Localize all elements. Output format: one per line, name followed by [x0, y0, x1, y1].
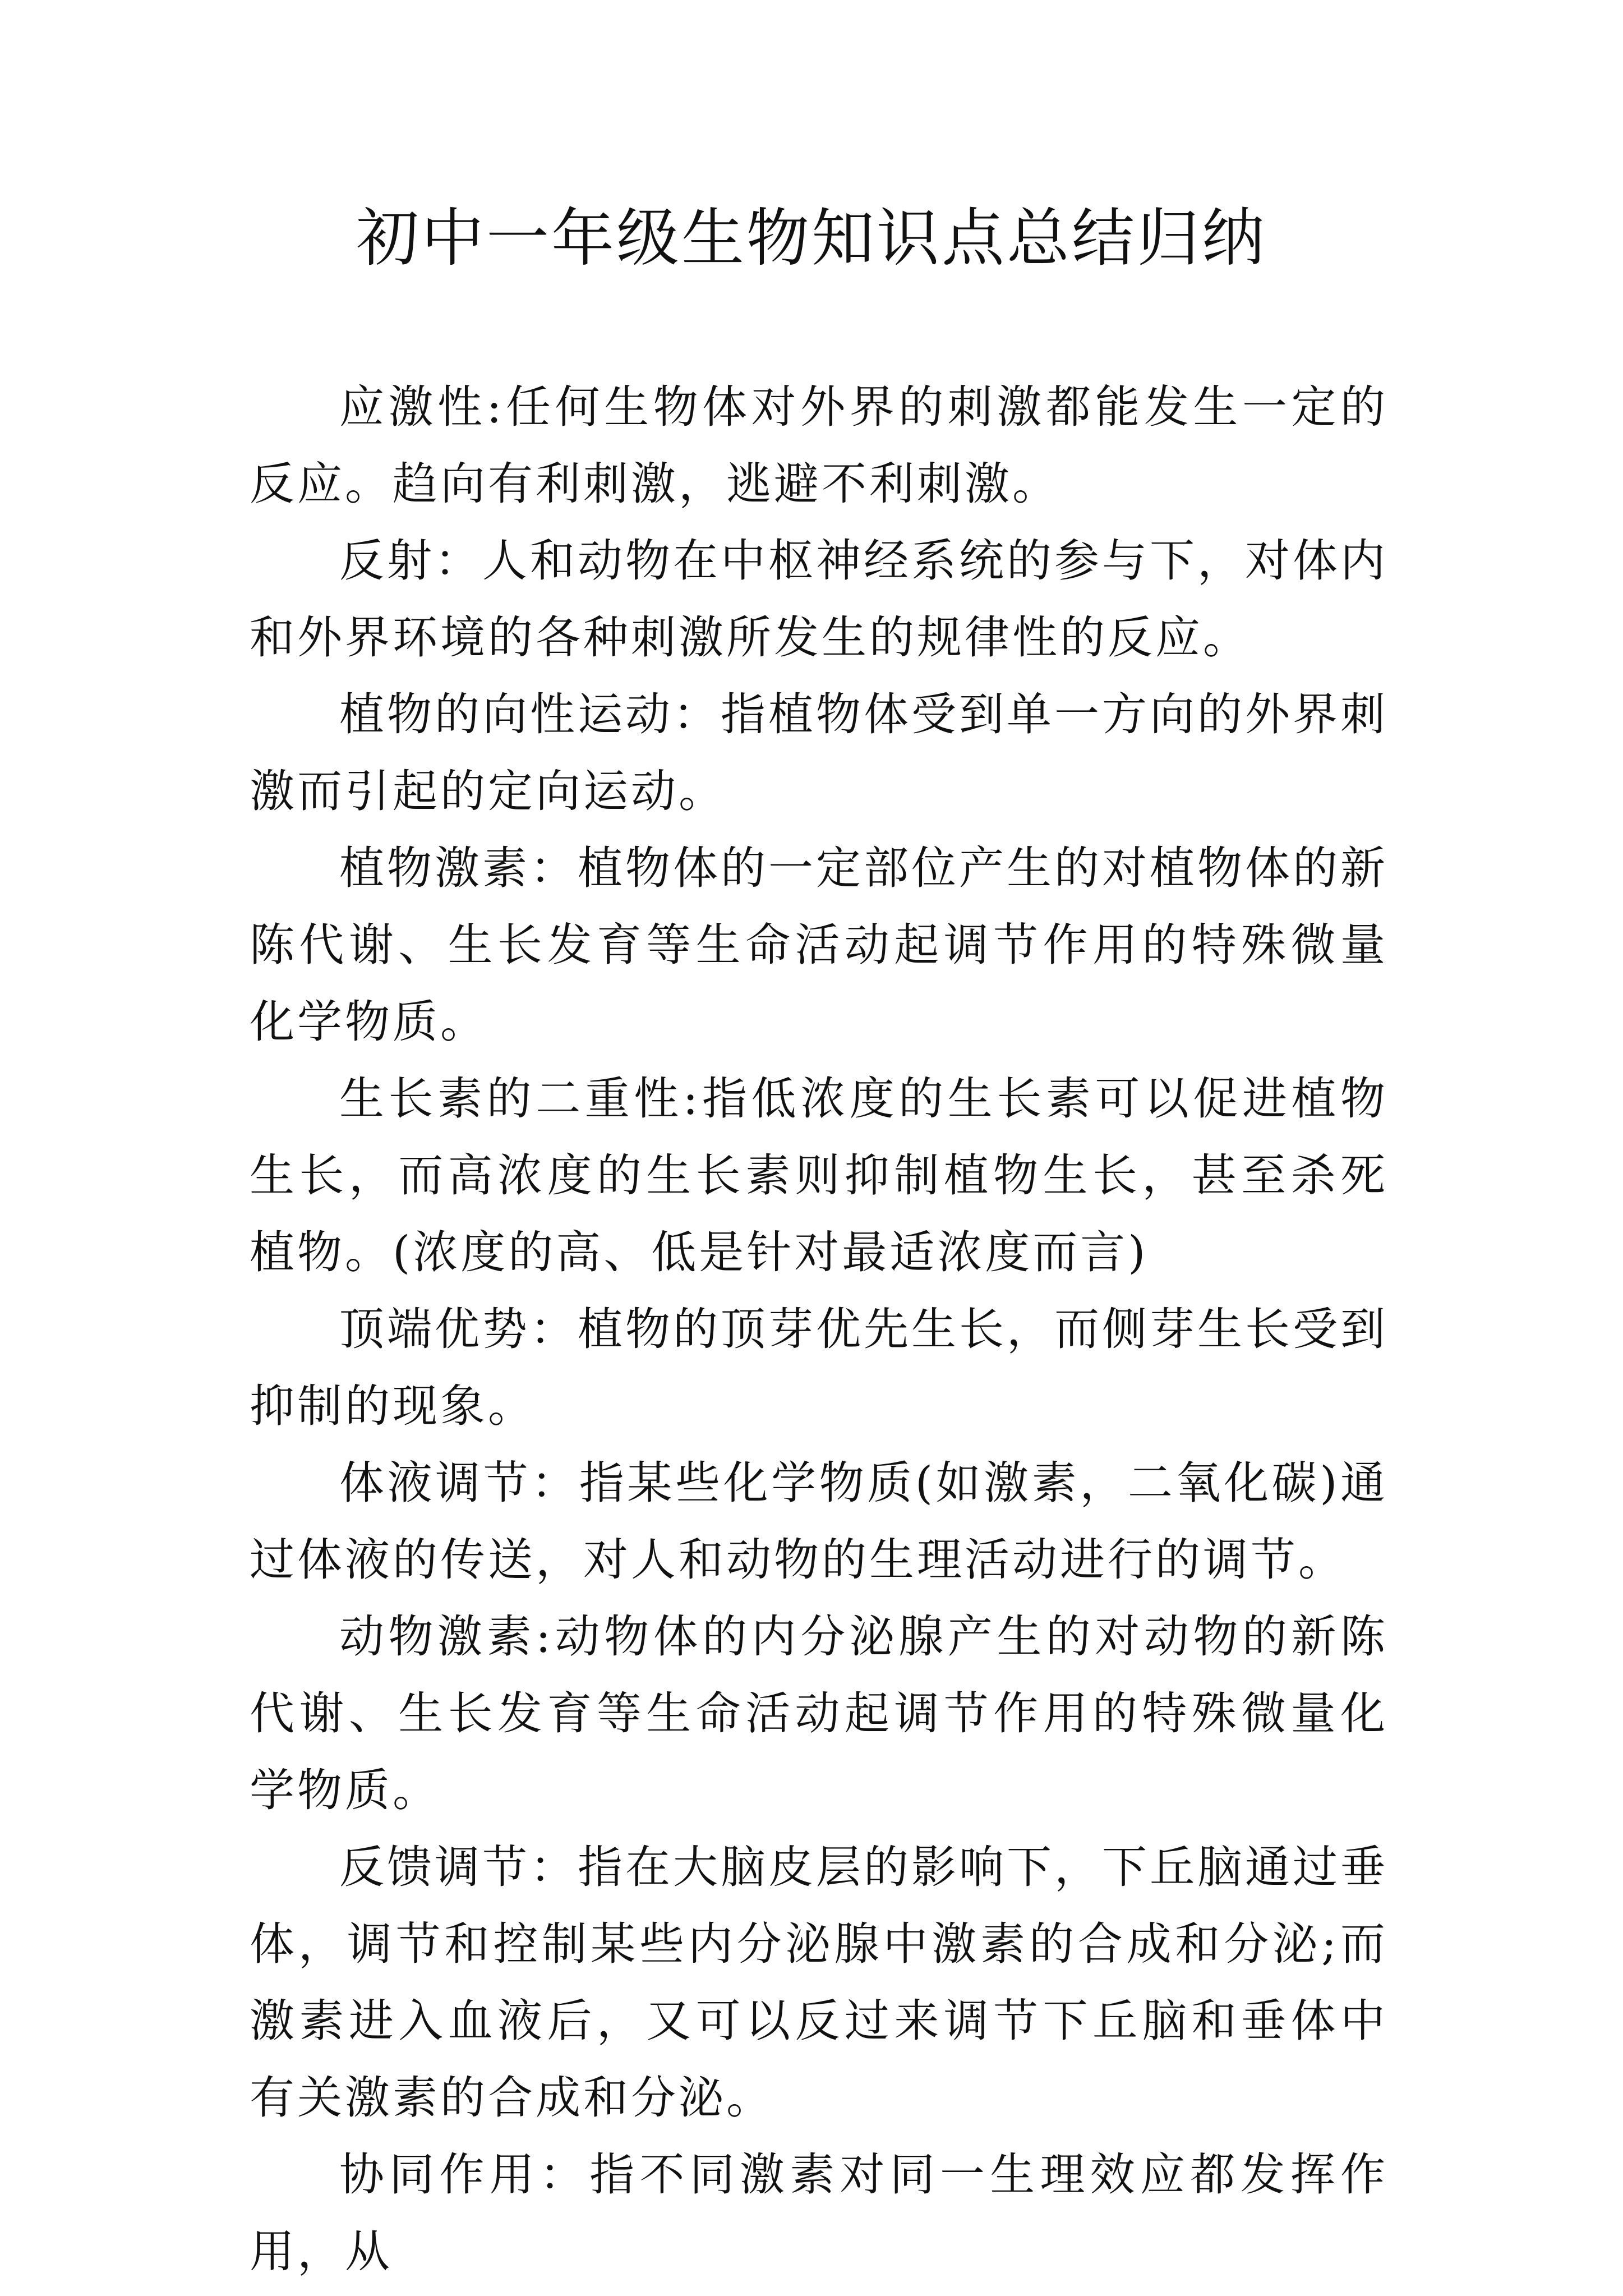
paragraph-reflex: 反射：人和动物在中枢神经系统的参与下，对体内和外界环境的各种刺激所发生的规律性的反应。	[250, 535, 1388, 664]
paragraph-plant-tropism: 植物的向性运动：指植物体受到单一方向的外界刺激而引起的定向运动。	[250, 688, 1388, 817]
paragraph-auxin-duality: 生长素的二重性:指低浓度的生长素可以促进植物生长，而高浓度的生长素则抑制植物生长，甚至杀死植物。(浓度的高、低是针对最适浓度而言)	[250, 1073, 1388, 1278]
paragraph-apical-dominance: 顶端优势：植物的顶芽优先生长，而侧芽生长受到抑制的现象。	[250, 1303, 1388, 1432]
paragraph-animal-hormone: 动物激素:动物体的内分泌腺产生的对动物的新陈代谢、生长发育等生命活动起调节作用的特殊微量化学物质。	[250, 1611, 1388, 1816]
paragraph-humoral-regulation: 体液调节：指某些化学物质(如激素，二氧化碳)通过体液的传送，对人和动物的生理活动进行的调节。	[250, 1457, 1388, 1586]
document-body	[250, 369, 1388, 2290]
paragraph-feedback-regulation: 反馈调节：指在大脑皮层的影响下，下丘脑通过垂体，调节和控制某些内分泌腺中激素的合成和分泌;而激素进入血液后，又可以反过来调节下丘脑和垂体中有关激素的合成和分泌。	[250, 1841, 1388, 2124]
document-title: 初中一年级生物知识点总结归纳	[356, 202, 1267, 275]
paragraph-stress-response: 应激性:任何生物体对外界的刺激都能发生一定的反应。趋向有利刺激，逃避不利刺激。	[250, 381, 1388, 510]
paragraph-plant-hormone: 植物激素：植物体的一定部位产生的对植物体的新陈代谢、生长发育等生命活动起调节作用的特殊微量化学物质。	[250, 842, 1388, 1048]
paragraph-synergism: 协同作用：指不同激素对同一生理效应都发挥作用，从	[250, 2148, 1388, 2277]
